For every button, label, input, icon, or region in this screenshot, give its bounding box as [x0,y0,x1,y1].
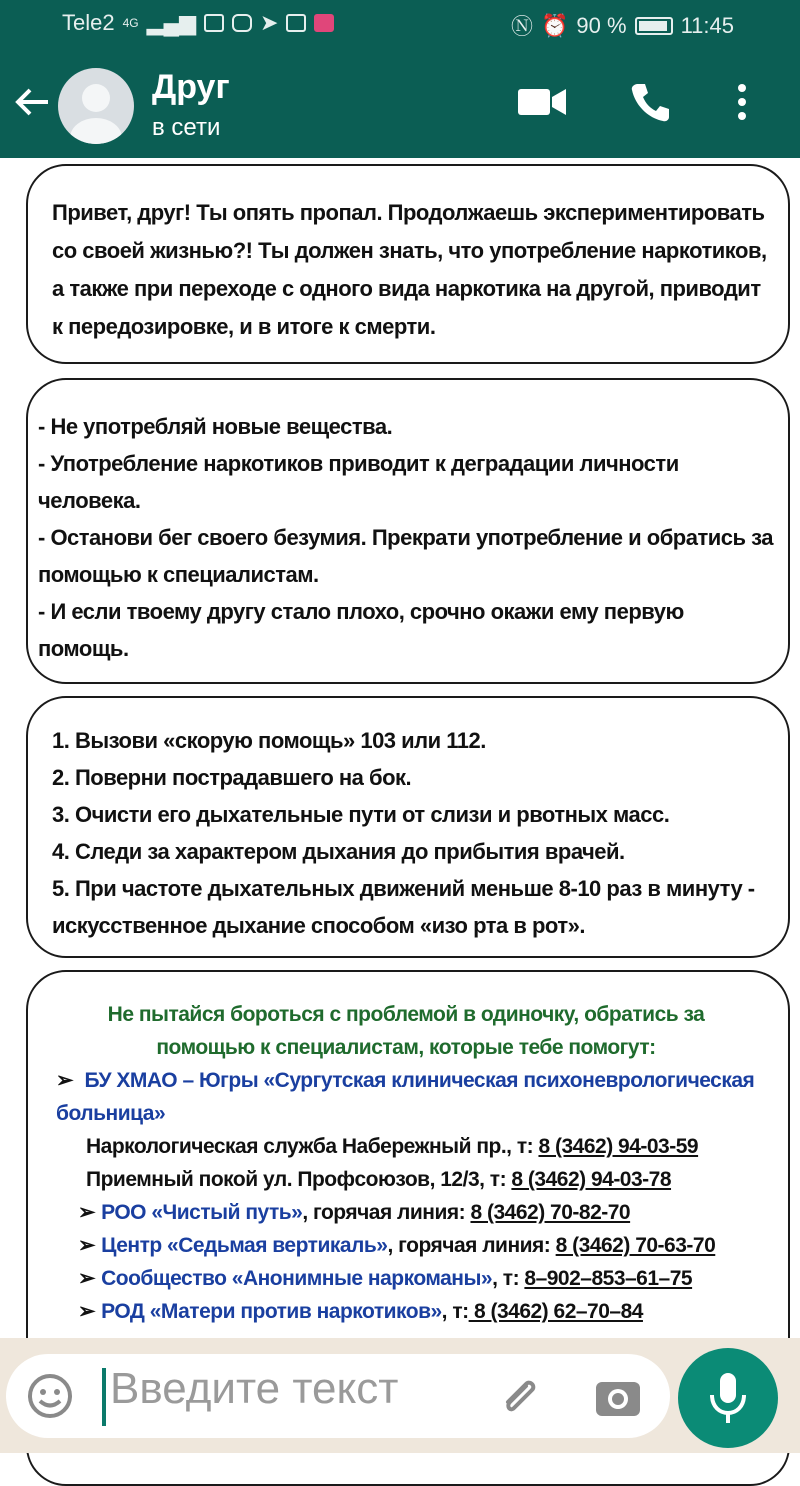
message-line: - Не употребляй новые вещества. [38,414,393,439]
org-name: Сообщество «Анонимные наркоманы» [101,1267,493,1290]
message-text: Привет, друг! Ты опять пропал. Продолжаешь экспериментировать со своей жизнью?! Ты должен знать, что употребление наркотиков, а также при переходе с одного вида наркотика на другой, приводит к передозировке, и в итоге к смерти. [52,200,767,339]
phone-link[interactable]: 8 (3462) 62–70–84 [468,1300,643,1323]
input-placeholder[interactable]: Введите текст [110,1364,399,1413]
nfc-icon: Ⓝ [511,14,534,39]
phone-link[interactable]: 8 (3462) 94-03-59 [538,1135,699,1158]
phone-link[interactable]: 8 (3462) 70-82-70 [470,1201,631,1224]
org-row [56,1295,776,1328]
avatar[interactable] [58,68,134,144]
org-name: Центр «Седьмая вертикаль» [101,1234,388,1257]
message-input[interactable] [6,1354,670,1438]
chat-app-icon [314,14,334,32]
phone-icon[interactable] [624,76,676,128]
battery-percent: 90 % [576,12,627,38]
input-bar [0,1338,800,1453]
bullet-arrow-icon: ➢ [78,1300,96,1323]
org-row [56,1064,776,1130]
contact-label: , т: [492,1267,525,1290]
status-right [511,10,734,41]
gallery-icon [286,14,306,32]
message-bubble-3 [26,696,790,958]
bullet-arrow-icon: ➢ [78,1234,96,1257]
text-cursor [102,1368,106,1426]
status-bar [0,0,800,46]
telegram-icon: ➤ [260,10,279,35]
list-item: 2. Поверни пострадавшего на бок. [52,765,412,790]
message-line: - Употребление наркотиков приводит к деградации личности человека. [38,451,679,513]
message-bubble-2 [26,378,790,684]
org-name: РОО «Чистый путь» [101,1201,303,1224]
bullet-arrow-icon: ➢ [78,1201,96,1224]
contact-label: , горячая линия: [387,1234,556,1257]
signal-icon: ▂▄▆ [146,10,197,35]
chat-header [0,46,800,158]
contact-status: в сети [152,114,221,141]
notification-icon [204,14,224,32]
list-item: 3. Очисти его дыхательные пути от слизи и рвотных масс. [52,802,670,827]
list-item: 1. Вызови «скорую помощь» 103 или 112. [52,728,486,753]
message-line: - Останови бег своего безумия. Прекрати употребление и обратись за помощью к специалистам. [38,525,774,587]
org-name: БУ ХМАО – Югры «Сургутская клиническая психоневрологическая больница» [56,1069,755,1125]
contact-row [56,1163,776,1196]
alarm-icon: ⏰ [541,12,569,38]
chat-area[interactable] [0,158,800,1338]
phone-link[interactable]: 8 (3462) 94-03-78 [511,1168,672,1191]
help-heading: Не пытайся бороться с проблемой в одиночку, обратись за помощью к специалистам, которые тебе помогут: [107,1003,705,1059]
back-arrow-icon[interactable] [12,82,52,122]
phone-link[interactable]: 8–902–853–61–75 [524,1267,693,1290]
paperclip-icon[interactable] [496,1374,544,1422]
network-label: 4G [122,16,139,30]
contact-label: , т: [441,1300,469,1323]
org-row [56,1262,776,1295]
microphone-icon[interactable] [678,1348,778,1448]
contact-row [56,1130,776,1163]
list-item: 5. При частоте дыхательных движений меньше 8-10 раз в минуту - искусственное дыхание способом «изо рта в рот». [52,876,755,938]
emoji-icon[interactable] [26,1372,74,1420]
message-bubble-1 [26,164,790,364]
org-row [56,1229,776,1262]
battery-icon [635,17,673,35]
status-left [62,10,334,36]
bullet-arrow-icon: ➢ [56,1069,74,1092]
contact-name[interactable]: Друг [152,68,230,106]
instagram-icon [232,14,252,32]
list-item: 4. Следи за характером дыхания до прибытия врачей. [52,839,625,864]
video-call-icon[interactable] [516,76,568,128]
contact-label: Наркологическая служба Набережный пр., т: [86,1135,539,1158]
bullet-arrow-icon: ➢ [78,1267,96,1290]
clock: 11:45 [680,12,734,38]
contact-label: Приемный покой ул. Профсоюзов, 12/3, т: [86,1168,512,1191]
contact-label: , горячая линия: [302,1201,471,1224]
message-line: - И если твоему другу стало плохо, срочно окажи ему первую помощь. [38,599,684,661]
phone-link[interactable]: 8 (3462) 70-63-70 [555,1234,716,1257]
more-options-icon[interactable] [716,76,768,128]
camera-icon[interactable] [592,1374,644,1422]
carrier-label: Tele2 [62,10,115,35]
org-row [56,1196,776,1229]
org-name: РОД «Матери против наркотиков» [101,1300,442,1323]
